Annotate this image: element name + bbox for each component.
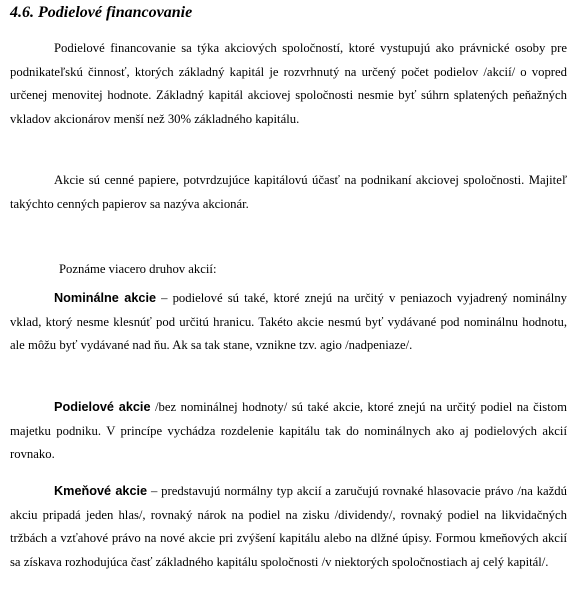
section-number: 4.6. <box>10 4 34 21</box>
section-heading <box>10 4 192 22</box>
paragraph-common-shares <box>10 480 567 574</box>
term-participating-shares: Podielové akcie <box>54 400 151 414</box>
paragraph-share-types-intro: Poznáme viacero druhov akcií: <box>59 262 217 276</box>
text-nominal-shares: – podielové sú také, ktoré znejú na určitý v peniazoch vyjadrený nominálny vklad, ktorý nesme klesnúť pod určitú hranicu. Takéto akcie nesmú byť vydávané pod nominálnu hodnotu, ale môžu byť vydávané nad ňu. Ak sa tak stane, vznikne tzv. agio /nadpeniaze/. <box>10 291 568 352</box>
text-participating-shares: /bez nominálnej hodnoty/ sú také akcie, ktoré znejú na určitý podiel na čistom majetku podniku. V princípe vychádza rozdelenie kapitálu tak do nominálnych ako aj podielových akcií rovnako. <box>10 400 567 461</box>
paragraph-intro: Podielové financovanie sa týka akciových spoločností, ktoré vystupujú ako právnické osoby pre podnikateľskú činnosť, ktorých základný kapitál je rozvrhnutý na určený počet podielov /akcií/ o vopred určenej menovitej hodnote. Základný kapitál akciovej spoločnosti nesmie byť súhrn splatených peňažných vkladov akcionárov menší než 30% základného kapitálu. <box>10 41 567 126</box>
paragraph-participating-shares <box>10 396 567 467</box>
text-common-shares: – predstavujú normálny typ akcií a zaručujú rovnaké hlasovacie právo /na každú akciu pripadá jeden hlas/, rovnaký nárok na podiel na zisku /dividendy/, rovnaký podiel na likvidačných tržbách a vzťahové právo na nové akcie pri zvýšení kapitálu alebo na dlžné úpisy. Formou kmeňových akcií sa získava rozhodujúca časť základného kapitálu spoločnosti /v niektorých spoločnostiach aj celý kapitál/. <box>10 484 567 569</box>
section-title: Podielové financovanie <box>38 4 193 21</box>
paragraph-nominal-shares <box>10 287 567 358</box>
paragraph-shares-definition: Akcie sú cenné papiere, potvrdzujúce kapitálovú účasť na podnikaní akciovej spoločnosti. Majiteľ takýchto cenných papierov sa nazýva akcionár. <box>10 173 567 211</box>
term-common-shares: Kmeňové akcie <box>54 484 148 498</box>
term-nominal-shares: Nominálne akcie <box>54 291 157 305</box>
